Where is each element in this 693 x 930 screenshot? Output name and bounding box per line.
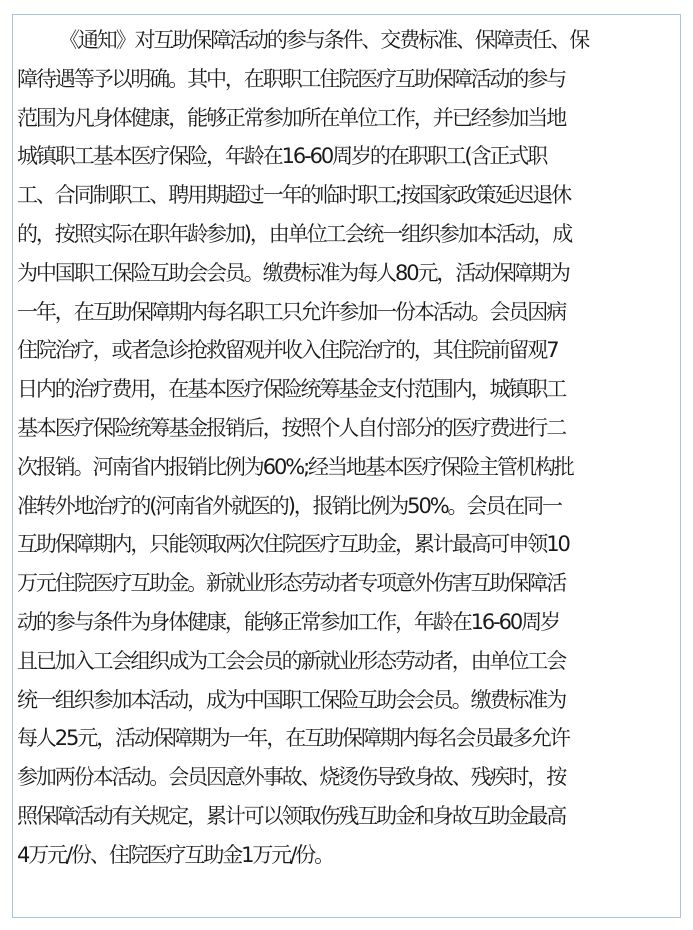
paragraph-line: 万元住院医疗互助金。新就业形态劳动者专项意外伤害互助保障活 bbox=[17, 571, 566, 596]
paragraph-line: 且已加入工会组织成为工会会员的新就业形态劳动者，由单位工会 bbox=[17, 648, 566, 673]
paragraph-line: 工、合同制职工、聘用期超过一年的临时职工;按国家政策延迟退休 bbox=[17, 183, 571, 208]
paragraph-line: 准转外地治疗的(河南省外就医的)，报销比例为50%。会员在同一 bbox=[17, 493, 561, 518]
paragraph-line: 一年，在互助保障期内每名职工只允许参加一份本活动。会员因病 bbox=[17, 299, 566, 324]
paragraph-line: 日内的治疗费用，在基本医疗保险统筹基金支付范围内，城镇职工 bbox=[17, 377, 566, 402]
paragraph-line: 住院治疗，或者急诊抢救留观并收入住院治疗的，其住院前留观7 bbox=[17, 338, 558, 363]
paragraph-line: 次报销。河南省内报销比例为60%;经当地基本医疗保险主管机构批 bbox=[17, 454, 573, 479]
paragraph-line: 统一组织参加本活动，成为中国职工保险互助会会员。缴费标准为 bbox=[17, 687, 566, 712]
paragraph-line: 参加两份本活动。会员因意外事故、烧烫伤导致身故、残疾时，按 bbox=[17, 765, 566, 790]
paragraph-line: 基本医疗保险统筹基金报销后，按照个人自付部分的医疗费进行二 bbox=[17, 415, 566, 440]
paragraph-line: 4万元/份、住院医疗互助金1万元/份。 bbox=[17, 842, 333, 867]
paragraph-line: 互助保障期内，只能领取两次住院医疗互助金，累计最高可申领10 bbox=[17, 532, 569, 557]
paragraph-line: 《通知》对互助保障活动的参与条件、交费标准、保障责任、保 bbox=[59, 28, 589, 52]
paragraph-line: 每人25元，活动保障期为一年，在互助保障期内每名会员最多允许 bbox=[17, 726, 569, 751]
paragraph-line: 的，按照实际在职年龄参加)，由单位工会统一组织参加本活动，成 bbox=[17, 221, 572, 246]
paragraph-line: 城镇职工基本医疗保险，年龄在16-60周岁的在职职工(含正式职 bbox=[17, 144, 547, 169]
paragraph-line: 动的参与条件为身体健康，能够正常参加工作，年龄在16-60周岁 bbox=[17, 609, 559, 634]
paragraph-line: 照保障活动有关规定，累计可以领取伤残互助金和身故互助金最高 bbox=[17, 803, 566, 828]
paragraph-line: 障待遇等予以明确。其中，在职职工住院医疗互助保障活动的参与 bbox=[17, 66, 566, 91]
notice-paragraph bbox=[17, 21, 693, 875]
paragraph-line: 范围为凡身体健康，能够正常参加所在单位工作，并已经参加当地 bbox=[17, 105, 566, 130]
paragraph-line: 为中国职工保险互助会会员。缴费标准为每人80元，活动保障期为 bbox=[17, 260, 569, 285]
